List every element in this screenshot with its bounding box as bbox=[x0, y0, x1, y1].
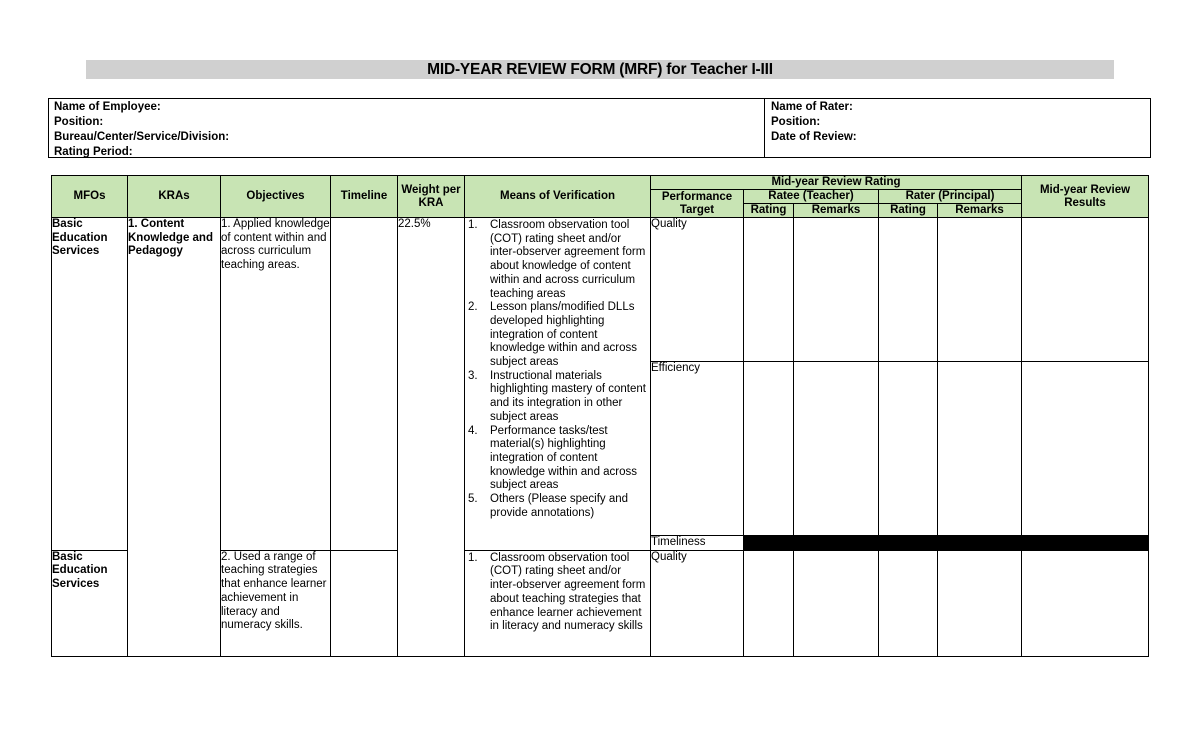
objective-cell: 1. Applied knowledge of content within and across curriculum teaching areas. bbox=[221, 218, 331, 551]
rater-rating-cell[interactable] bbox=[879, 362, 938, 536]
date-of-review-label: Date of Review: bbox=[771, 131, 857, 143]
header-kras: KRAs bbox=[128, 176, 221, 218]
list-item: 4. Performance tasks/test material(s) highlighting integration of content knowledge within and across subject areas bbox=[468, 424, 638, 492]
target-efficiency: Efficiency bbox=[651, 362, 744, 536]
header-mfos: MFOs bbox=[52, 176, 128, 218]
header-ratee: Ratee (Teacher) bbox=[744, 190, 879, 204]
list-item: 3. Instructional materials highlighting mastery of content and its integration in other subject areas bbox=[468, 369, 646, 423]
header-ratee-remarks: Remarks bbox=[794, 204, 879, 218]
employee-info bbox=[49, 99, 765, 157]
means-cell bbox=[465, 218, 651, 551]
rater-info bbox=[765, 99, 1150, 159]
header-weight: Weight per KRA bbox=[398, 176, 465, 218]
ratee-rating-cell[interactable] bbox=[744, 362, 794, 536]
list-item: 5. Others (Please specify and provide annotations) bbox=[468, 493, 629, 519]
rater-rating-cell[interactable] bbox=[879, 550, 938, 656]
mfo-cell: Basic Education Services bbox=[52, 218, 128, 551]
means-list bbox=[465, 552, 650, 634]
list-item: 1. Classroom observation tool (COT) rating sheet and/or inter-observer agreement form about knowledge of content within and across curriculum teaching areas bbox=[468, 219, 646, 300]
header-midyear-rating: Mid-year Review Rating bbox=[651, 176, 1022, 190]
rater-remarks-cell[interactable] bbox=[938, 362, 1022, 536]
mfo-cell: Basic Education Services bbox=[52, 550, 128, 656]
header-timeline: Timeline bbox=[331, 176, 398, 218]
name-of-rater-label: Name of Rater: bbox=[771, 101, 853, 113]
target-quality: Quality bbox=[651, 218, 744, 362]
ratee-remarks-cell[interactable] bbox=[794, 218, 879, 362]
means-list bbox=[465, 219, 650, 520]
rating-period-label: Rating Period: bbox=[54, 146, 133, 158]
bureau-label: Bureau/Center/Service/Division: bbox=[54, 131, 230, 143]
header-ratee-rating: Rating bbox=[744, 204, 794, 218]
header-performance-target: Performance Target bbox=[651, 190, 744, 218]
results-cell[interactable] bbox=[1022, 218, 1149, 362]
rater-position-label: Position: bbox=[771, 116, 821, 128]
table-row bbox=[52, 218, 1149, 362]
results-cell[interactable] bbox=[1022, 362, 1149, 536]
name-of-employee-label: Name of Employee: bbox=[54, 101, 161, 113]
form-title: MID-YEAR REVIEW FORM (MRF) for Teacher I-III bbox=[86, 60, 1114, 79]
rater-rating-cell[interactable] bbox=[879, 218, 938, 362]
means-cell bbox=[465, 550, 651, 656]
header-rater-rating: Rating bbox=[879, 204, 938, 218]
timeline-cell[interactable] bbox=[331, 218, 398, 551]
ratee-rating-cell[interactable] bbox=[744, 550, 794, 656]
target-quality: Quality bbox=[651, 550, 744, 656]
header-rater-remarks: Remarks bbox=[938, 204, 1022, 218]
ratee-remarks-cell[interactable] bbox=[794, 362, 879, 536]
list-item: 2. Lesson plans/modified DLLs developed highlighting integration of content knowledge within and across subject areas bbox=[468, 301, 638, 369]
ratee-remarks-cell[interactable] bbox=[794, 550, 879, 656]
target-timeliness: Timeliness bbox=[651, 536, 744, 551]
review-table bbox=[51, 175, 1149, 657]
timeline-cell[interactable] bbox=[331, 550, 398, 656]
employee-position-label: Position: bbox=[54, 116, 104, 128]
header-results: Mid-year Review Results bbox=[1022, 176, 1149, 218]
results-cell[interactable] bbox=[1022, 550, 1149, 656]
employee-info-box bbox=[48, 98, 1151, 158]
rater-remarks-cell[interactable] bbox=[938, 550, 1022, 656]
header-means-of-verification: Means of Verification bbox=[465, 176, 651, 218]
timeliness-blocked-cells bbox=[744, 536, 1149, 551]
header-rater: Rater (Principal) bbox=[879, 190, 1022, 204]
ratee-rating-cell[interactable] bbox=[744, 218, 794, 362]
header-objectives: Objectives bbox=[221, 176, 331, 218]
list-item: 1. Classroom observation tool (COT) rating sheet and/or inter-observer agreement form about teaching strategies that enhance learner achievement in literacy and numeracy skills bbox=[468, 551, 646, 633]
weight-cell: 22.5% bbox=[398, 218, 465, 657]
rater-remarks-cell[interactable] bbox=[938, 218, 1022, 362]
objective-cell: 2. Used a range of teaching strategies that enhance learner achievement in literacy and numeracy skills. bbox=[221, 550, 331, 656]
kra-cell: 1. Content Knowledge and Pedagogy bbox=[128, 218, 221, 657]
